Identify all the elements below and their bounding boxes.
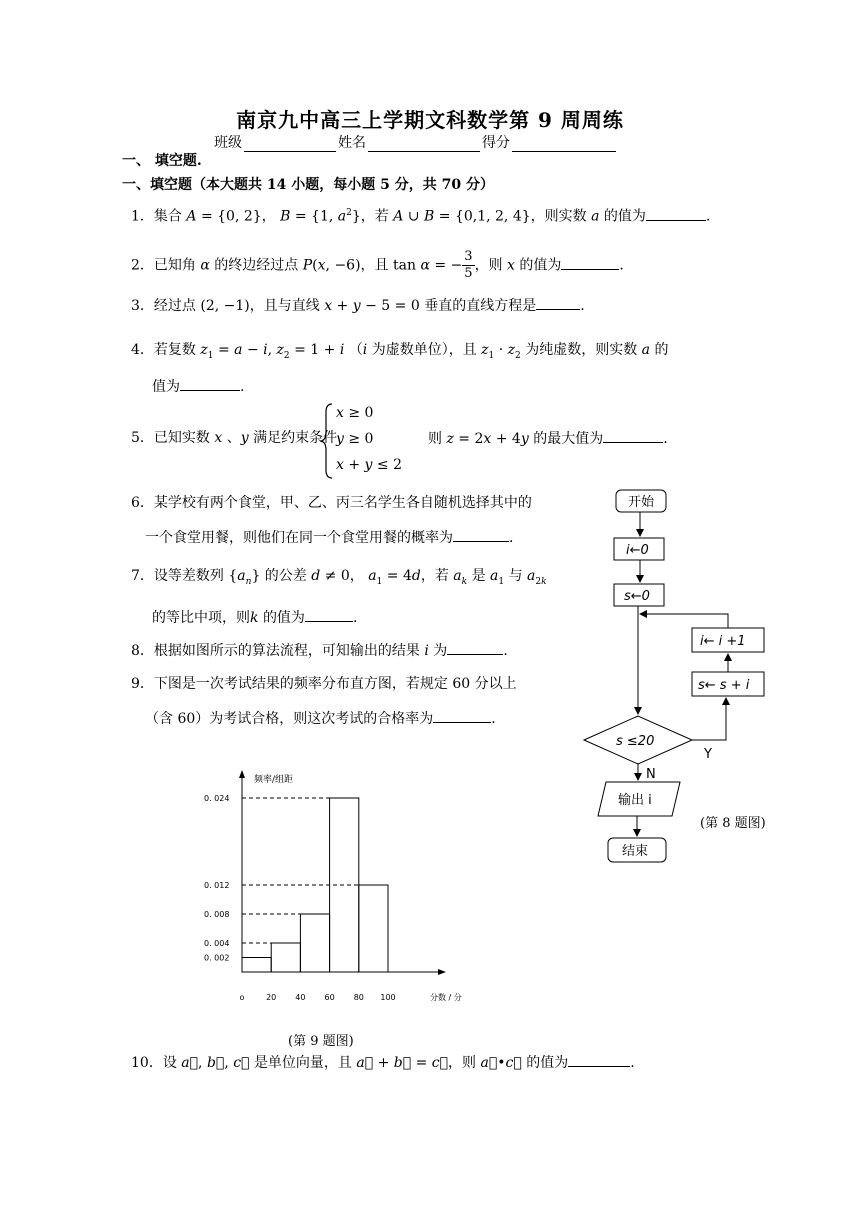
y-tick-label: 0. 002 [204,953,230,963]
question-5-tail: 则 z = 2x + 4y 的最大值为 . [428,428,668,449]
name-label: 姓名 [338,135,366,151]
flow-start-label: 开始 [628,495,655,510]
x-axis-arrow [438,969,446,975]
answer-blank-8[interactable] [447,640,503,655]
score-blank[interactable] [512,137,616,152]
histogram-bar-2 [300,914,329,972]
constraint-system: x ≥ 0 y ≥ 0 x + y ≤ 2 [320,400,402,478]
x-tick-label: 80 [353,993,364,1002]
question-9: 9．下图是一次考试结果的频率分布直方图，若规定 60 分以上 [131,676,517,692]
x-tick-label: 100 [380,993,396,1002]
origin-label: o [239,993,245,1002]
answer-blank-7[interactable] [305,607,353,622]
question-9-line-2: （含 60）为考试合格，则这次考试的合格率为 . [145,708,496,729]
question-3: 3．经过点 (2, −1)，且与直线 x + y − 5 = 0 垂直的直线方程是 . [131,295,585,316]
section-heading-2: 一、填空题（本大题共 14 小题，每小题 5 分，共 70 分） [122,177,494,193]
question-8: 8．根据如图所示的算法流程，可知输出的结果 i 为 . [131,640,508,661]
question-10: 10．设 a⃗, b⃗, c⃗ 是单位向量，且 a⃗ + b⃗ = c⃗，则 a⃗•c⃗ 的值为 . [131,1052,635,1073]
x-tick-label: 60 [324,993,335,1002]
class-blank[interactable] [244,137,336,152]
answer-blank-5[interactable] [603,428,663,443]
flowchart-caption: (第 8 题图) [700,816,766,831]
y-tick-label: 0. 008 [204,910,230,919]
question-7-line-2: 的等比中项，则k 的值为 . [152,607,357,628]
histogram-bar-1 [271,943,300,972]
page-title: 南京九中高三上学期文科数学第 9 周周练 [236,108,624,132]
question-1: 1．集合 A = {0, 2}， B = {1, $a^2$}，若 A ∪ B = {0,1, 2, 4}，则实数 a 的值为 . [131,203,710,227]
class-label: 班级 [214,135,242,151]
y-axis-label: 频率/组距 [254,775,294,785]
flow-output-label: 输出 i [618,793,652,808]
question-4-line-2: 值为 . [152,376,244,397]
flow-no-label: N [646,767,656,782]
answer-blank-2[interactable] [561,255,619,270]
question-4: 4．若复数 $z_1 = a - i$, $z_2 = 1 + i$ （i 为虚数单位），且 $z_1 \cdot z_2$ 为纯虚数，则实数 a 的 [131,342,669,361]
histogram-bar-0 [242,958,271,973]
histogram-caption: (第 9 题图) [288,1034,354,1049]
student-info-line [214,132,618,152]
name-blank[interactable] [368,137,480,152]
flow-s-init-label: s←0 [624,589,650,604]
answer-blank-10[interactable] [568,1052,630,1067]
answer-blank-3[interactable] [536,295,580,310]
x-axis-label: 分数 / 分 [430,993,462,1002]
question-6: 6．某学校有两个食堂，甲、乙、丙三名学生各自随机选择其中的 [131,495,532,511]
answer-blank-1[interactable] [646,206,706,221]
question-6-line-2: 一个食堂用餐，则他们在同一个食堂用餐的概率为 . [145,527,513,548]
flow-end-label: 结束 [622,844,649,859]
flow-i-init-label: i←0 [626,543,649,558]
question-2: 2．已知角 α 的终边经过点 P(x, −6)，且 tan α = − $\frac{3}{5}$ ，则 x 的值为 . [131,249,624,281]
y-tick-label: 0. 004 [204,939,230,948]
flow-s-add-label: s← s + i [698,678,750,693]
flow-i-inc-label: i← i +1 [700,634,746,649]
answer-blank-6[interactable] [453,527,509,542]
histogram-chart [196,766,476,1012]
y-axis-arrow [239,770,245,778]
flow-condition-label: s ≤20 [616,734,655,749]
section-heading-1: 一、 填空题. [122,153,202,169]
y-tick-label: 0. 024 [204,794,230,803]
answer-blank-9[interactable] [433,708,491,723]
question-7: 7．设等差数列 $\{a_n\}$ 的公差 d ≠ 0， $a_1 = 4d$，若 $a_k$ 是 $a_1$ 与 $a_{2k}$ [131,568,547,587]
flow-yes-label: Y [704,747,712,762]
question-5: 5．已知实数 x 、y 满足约束条件 [131,430,338,446]
x-tick-label: 20 [266,993,277,1002]
score-label: 得分 [482,135,510,151]
x-tick-label: 40 [295,993,306,1002]
y-tick-label: 0. 012 [204,881,230,890]
answer-blank-4[interactable] [180,376,240,391]
histogram-bar-4 [359,885,388,972]
brace-icon [320,402,334,480]
